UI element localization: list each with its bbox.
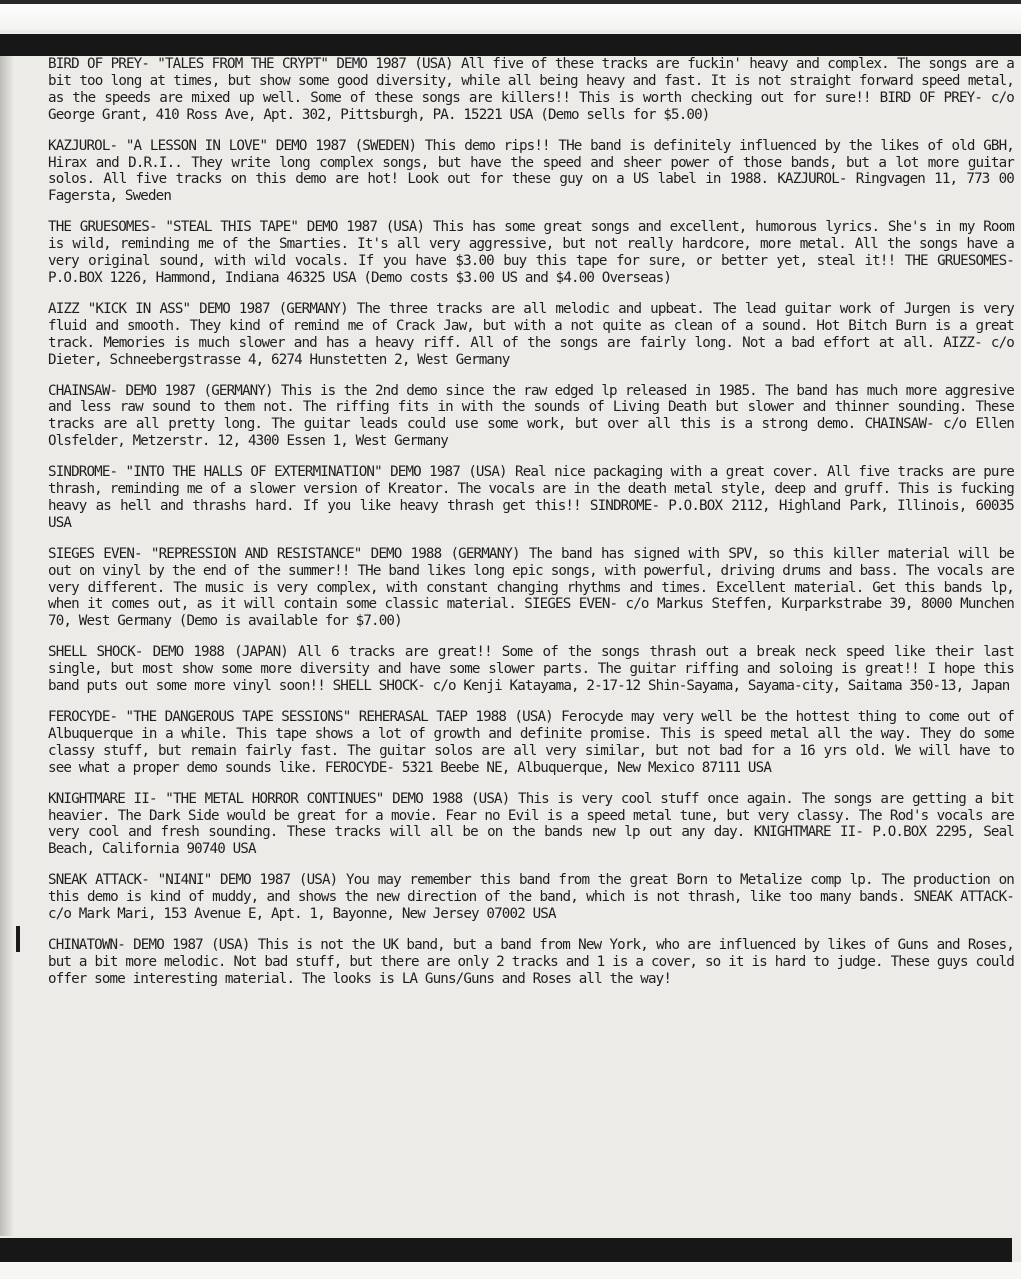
page-bottom-margin [0, 1262, 1021, 1279]
review-ferocyde: FEROCYDE- "THE DANGEROUS TAPE SESSIONS" REHERASAL TAEP 1988 (USA) Ferocyde may very well be the hottest thing to come out of Albuquerque in a while. This tape shows a lot of growth and definite promise. This is speed metal all the way. They do some classy stuff, but remain fairly fast. The guitar solos are all very similar, but not bad for a 16 yrs old. We will have to see what a proper demo sounds like. FEROCYDE- 5321 Beebe NE, Albuquerque, New Mexico 87111 USA [48, 709, 1014, 776]
review-sindrome: SINDROME- "INTO THE HALLS OF EXTERMINATION" DEMO 1987 (USA) Real nice packaging with a great cover. All five tracks are pure thrash, reminding me of a slower version of Kreator. The vocals are in the death metal style, deep and gruff. This is fucking heavy as hell and thrashs hard. If you like heavy thrash get this!! SINDROME- P.O.BOX 2112, Highland Park, Illinois, 60035 USA [48, 464, 1014, 531]
review-aizz: AIZZ "KICK IN ASS" DEMO 1987 (GERMANY) The three tracks are all melodic and upbeat. The lead guitar work of Jurgen is very fluid and smooth. They kind of remind me of Crack Jaw, but with a not quite as clean of a sound. Hot Bitch Burn is a great track. Memories is much slower and has a heavy riff. All of the songs are fairly long. Not a bad effort at all. AIZZ- c/o Dieter, Schneebergstrasse 4, 6274 Hunstetten 2, West Germany [48, 300, 1014, 368]
margin-mark [16, 926, 20, 952]
review-bird-of-prey: BIRD OF PREY- "TALES FROM THE CRYPT" DEMO 1987 (USA) All five of these tracks are fuckin' heavy and complex. The songs are a bit too long at times, but show some good diversity, while all being heavy and fast. It is not straight forward speed metal, as the speeds are mixed up well. Some of these songs are killers!! This is worth checking out for sure!! BIRD OF PREY- c/o George Grant, 410 Ross Ave, Apt. 302, Pittsburgh, PA. 15221 USA (Demo sells for $5.00) [48, 56, 1014, 123]
page-top-margin [0, 0, 1021, 30]
header-rule [0, 34, 1021, 56]
review-chinatown: CHINATOWN- DEMO 1987 (USA) This is not the UK band, but a band from New York, who are influenced by likes of Guns and Roses, but a bit more melodic. Not bad stuff, but there are only 2 tracks and 1 is a cover, so it is hard to judge. These guys could offer some interesting material. The looks is LA Guns/Guns and Roses all the way! [48, 936, 1014, 987]
review-kazjurol: KAZJUROL- "A LESSON IN LOVE" DEMO 1987 (SWEDEN) This demo rips!! THe band is definitely influenced by the likes of old GBH, Hirax and D.R.I.. They write long complex songs, but have the speed and sheer power of those bands, but a lot more guitar solos. All five tracks on this demo are hot! Look out for these guy on a US label in 1988. KAZJUROL- Ringvagen 11, 773 00 Fagersta, Sweden [48, 137, 1014, 205]
review-knightmare-ii: KNIGHTMARE II- "THE METAL HORROR CONTINUES" DEMO 1988 (USA) This is very cool stuff once again. The songs are getting a bit heavier. The Dark Side would be great for a movie. Fear no Evil is a speed metal tune, but very classy. The Rod's vocals are very cool and fresh sounding. These tracks will all be on the bands new lp out any day. KNIGHTMARE II- P.O.BOX 2295, Seal Beach, California 90740 USA [48, 790, 1014, 858]
review-column [48, 56, 1014, 1002]
review-shell-shock: SHELL SHOCK- DEMO 1988 (JAPAN) All 6 tracks are great!! Some of the songs thrash out a break neck speed like their last single, but most show some more diversity and have some slower parts. The guitar riffing and soloing is great!! I hope this band puts out some more vinyl soon!! SHELL SHOCK- c/o Kenji Katayama, 2-17-12 Shin-Sayama, Sayama-city, Saitama 350-13, Japan [48, 644, 1014, 695]
footer-rule [0, 1238, 1012, 1262]
review-sieges-even: SIEGES EVEN- "REPRESSION AND RESISTANCE" DEMO 1988 (GERMANY) The band has signed with SPV, so this killer material will be out on vinyl by the end of the summer!! THe band likes long epic songs, with powerful, driving drums and bass. The vocals are very different. The music is very complex, with constant changing rhythms and times. Excellent material. Get this bands lp, when it comes out, as it will contain some classic material. SIEGES EVEN- c/o Markus Steffen, Kurparkstrabe 39, 8000 Munchen 70, West Germany (Demo is available for $7.00) [48, 545, 1014, 630]
review-sneak-attack: SNEAK ATTACK- "NI4NI" DEMO 1987 (USA) You may remember this band from the great Born to Metalize comp lp. The production on this demo is kind of muddy, and shows the new direction of the band, which is not thrash, like too many bands. SNEAK ATTACK- c/o Mark Mari, 153 Avenue E, Apt. 1, Bayonne, New Jersey 07002 USA [48, 872, 1014, 923]
page-top-edge [0, 0, 1021, 4]
review-chainsaw: CHAINSAW- DEMO 1987 (GERMANY) This is the 2nd demo since the raw edged lp released in 1985. The band has much more aggresive and less raw sound to them not. The riffing fits in with the sounds of Living Death but slower and thinner sounding. These tracks are all pretty long. The guitar leads could use some work, but over all this is a strong demo. CHAINSAW- c/o Ellen Olsfelder, Metzerstr. 12, 4300 Essen 1, West Germany [48, 382, 1014, 450]
binding-shadow [0, 56, 14, 1236]
review-the-gruesomes: THE GRUESOMES- "STEAL THIS TAPE" DEMO 1987 (USA) This has some great songs and excellent, humorous lyrics. She's in my Room is wild, reminding me of the Smarties. It's all very aggressive, but not really hardcore, more metal. All the songs have a very original sound, with wild vocals. If you have $3.00 buy this tape for sure, or better yet, steal it!! THE GRUESOMES- P.O.BOX 1226, Hammond, Indiana 46325 USA (Demo costs $3.00 US and $4.00 Overseas) [48, 219, 1014, 286]
